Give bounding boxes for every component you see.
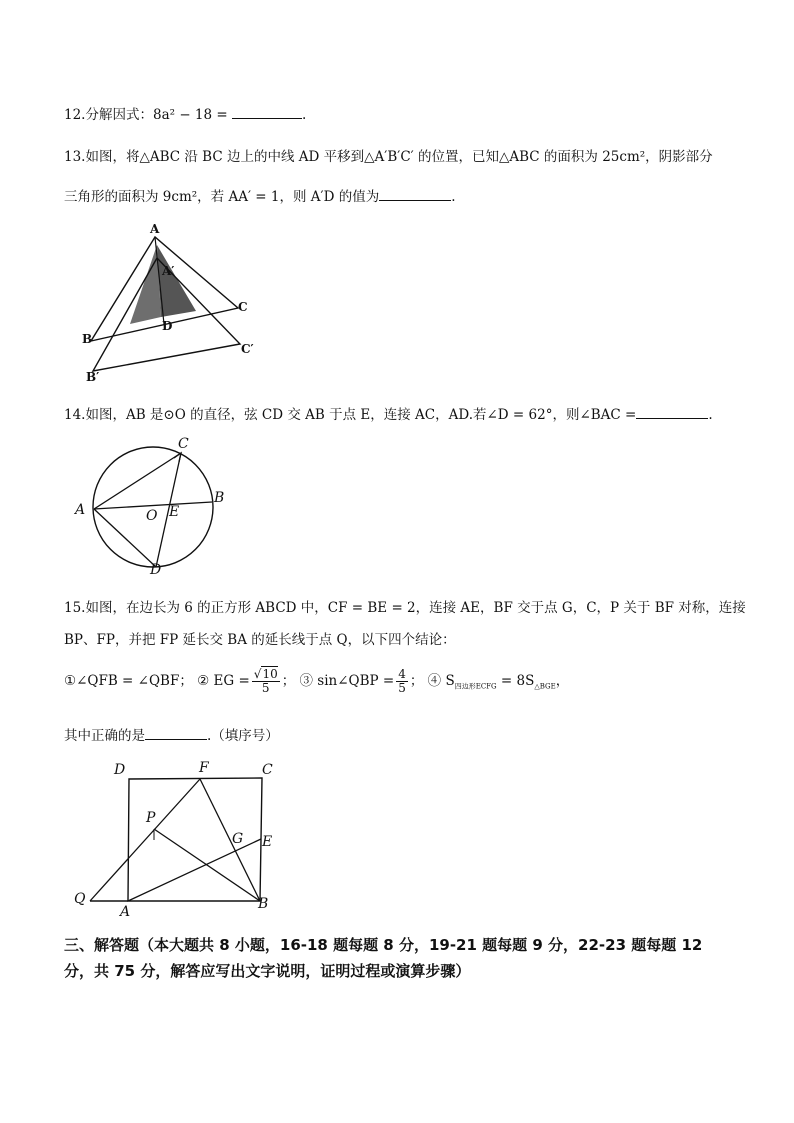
question-14: 14.如图，AB 是⊙O 的直径，弦 CD 交 AB 于点 E，连接 AC，AD.若∠D = 62°，则∠BAC = . <box>64 407 713 423</box>
segment-ae <box>128 839 261 901</box>
answer-blank-14[interactable] <box>636 406 708 419</box>
question-15-line-2: BP、FP，并把 FP 延长交 BA 的延长线于点 Q，以下四个结论： <box>64 632 456 648</box>
section-3-heading: 三、解答题（本大题共 8 小题，16-18 题每题 8 分，19-21 题每题 9 分，22-23 题每题 12 分，共 75 分，解答应写出文字说明，证明过程或演算步骤） <box>64 936 703 980</box>
answer-blank-12[interactable] <box>232 106 302 119</box>
conclusion-1: ①∠QFB = ∠QBF； <box>64 673 193 689</box>
answer-blank-13[interactable] <box>379 188 451 201</box>
label-f: F <box>199 760 209 776</box>
label-e: E <box>169 504 180 520</box>
conclusion-2: ② EG = $\frac{√10}{5}$ ； <box>197 667 296 695</box>
question-13-line-1: 13.如图，将△ABC 沿 BC 边上的中线 AD 平移到△A′B′C′ 的位置，已知△ABC 的面积为 25cm²，阴影部分 <box>64 149 713 165</box>
label-e: E <box>262 834 273 850</box>
question-12: 12.分解因式：8a² − 18 = . <box>64 107 307 123</box>
conclusion-4: ④ $S_{四边形ECFG} = 8S_{\triangle BGE}$， <box>427 673 570 691</box>
label-a: A <box>75 502 86 518</box>
label-a: A <box>120 904 131 920</box>
conclusion-3: ③ sin∠QBP = $\frac{4}{5}$ ； <box>299 667 424 695</box>
label-q: Q <box>74 891 86 907</box>
label-g: G <box>232 831 244 847</box>
label-d: D <box>150 562 162 578</box>
question-15-line-1: 15.如图，在边长为 6 的正方形 ABCD 中，CF = BE = 2，连接 AE，BF 交于点 G，C，P 关于 BF 对称，连接 <box>64 600 746 616</box>
segment-bp <box>154 829 260 901</box>
label-c-prime: C′ <box>241 342 254 356</box>
label-d: D <box>162 319 173 333</box>
question-15-line-4: 其中正确的是 .（填序号） <box>64 728 279 744</box>
figure-13 <box>80 220 280 390</box>
label-a: A <box>150 222 160 236</box>
arrowhead-c <box>174 453 181 462</box>
figure-15 <box>70 758 290 923</box>
label-p: P <box>146 810 156 826</box>
label-c: C <box>178 436 189 452</box>
label-d: D <box>114 762 126 778</box>
label-o: O <box>146 508 158 524</box>
figure-14 <box>70 432 240 582</box>
label-c: C <box>238 300 248 314</box>
figure-13-drawing <box>80 220 280 390</box>
segment-bf <box>200 779 260 901</box>
label-a-prime: A′ <box>162 264 175 278</box>
label-c: C <box>262 762 273 778</box>
segment-qf <box>90 779 200 901</box>
fraction-sqrt10-over-5: $\frac{√10}{5}$ <box>253 667 278 695</box>
figure-14-drawing <box>70 432 240 582</box>
label-b: B <box>214 490 225 506</box>
shaded-triangle <box>130 245 161 324</box>
label-b: B <box>82 332 93 346</box>
label-b: B <box>258 896 269 912</box>
fraction-4-over-5: $\frac{4}{5}$ <box>398 667 406 695</box>
circle-o <box>93 447 213 567</box>
figure-15-drawing <box>70 758 290 923</box>
question-13-line-2: 三角形的面积为 9cm²，若 AA′ = 1，则 A′D 的值为 . <box>64 189 456 205</box>
question-15-conclusions <box>64 668 569 700</box>
answer-blank-15[interactable] <box>145 727 207 740</box>
label-b-prime: B′ <box>86 370 100 384</box>
segment-ac <box>94 453 181 509</box>
